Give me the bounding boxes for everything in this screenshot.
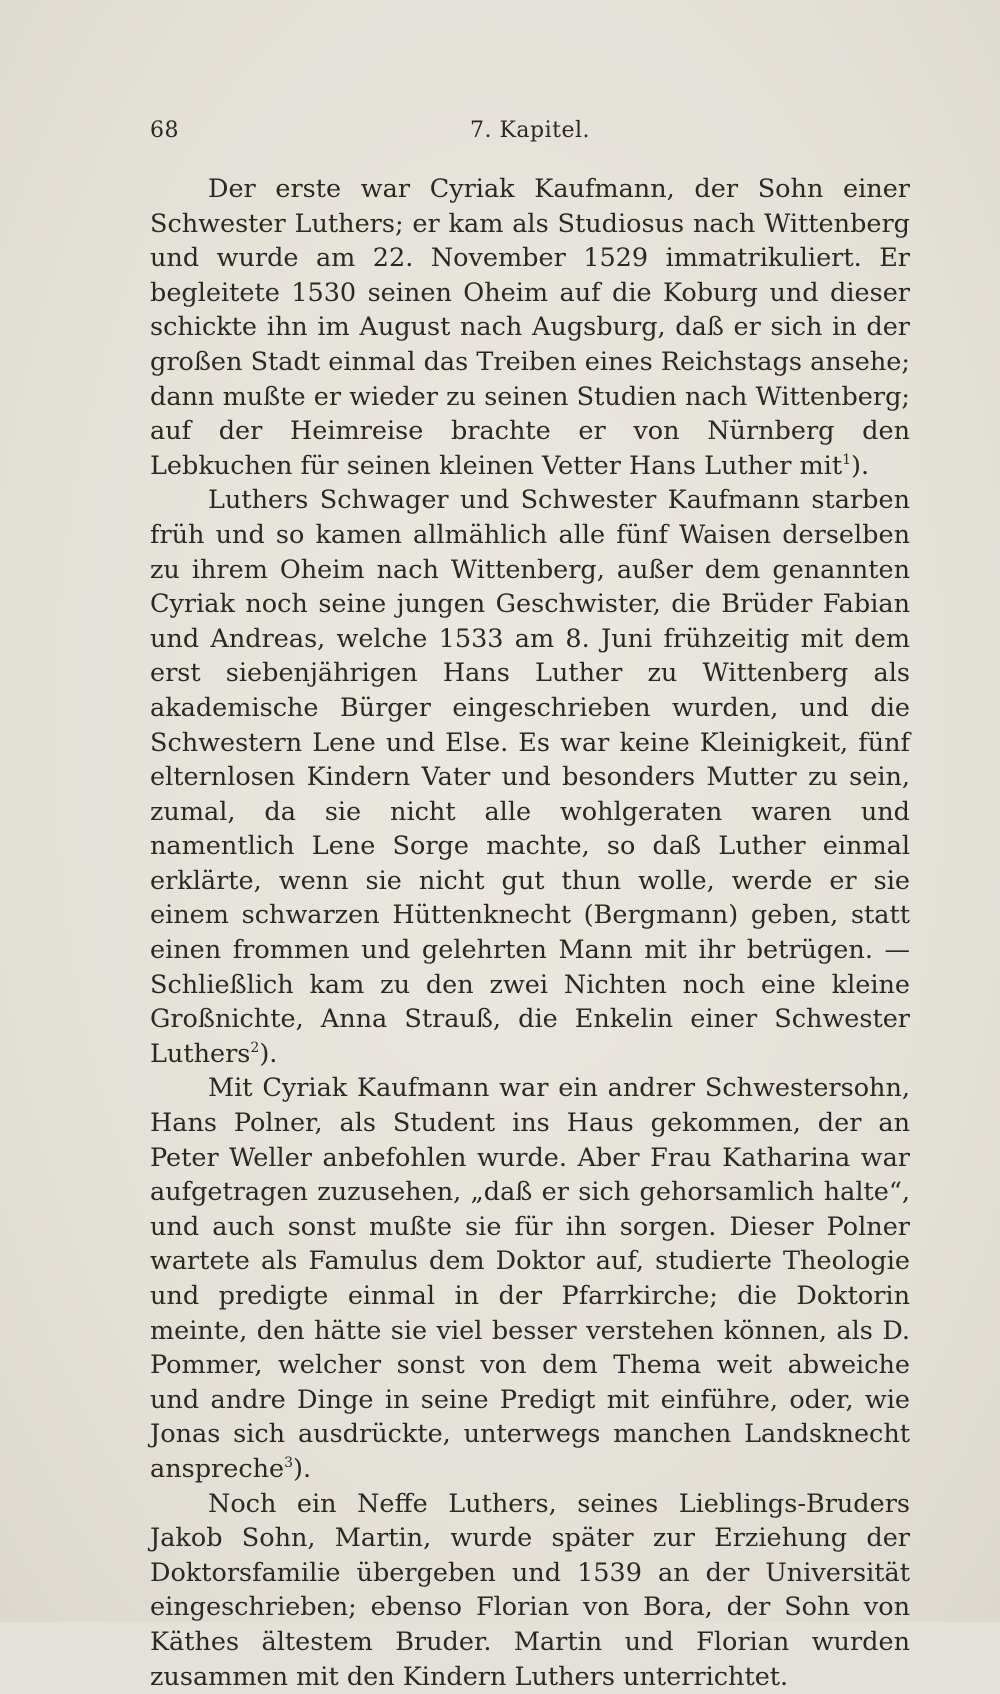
paragraph-end: ). <box>259 1038 278 1069</box>
page-number: 68 <box>150 118 179 143</box>
paragraph-end: ). <box>851 450 870 481</box>
paragraph-text: Noch ein Neffe Luthers, seines Lieblings-Bruders Jakob Sohn, Martin, wurde später zur Erziehung der Doktorsfamilie übergeben und 1539 an der Universität eingeschrieben; ebenso Florian von Bora, der Sohn von Käthes ältestem Bruder. Martin und Florian wurden zusammen mit den Kindern Luthers unterrichtet. <box>150 1488 910 1692</box>
paragraph-1 <box>150 172 910 483</box>
paragraph-4 <box>150 1487 910 1694</box>
footnote-marker: 2 <box>250 1039 260 1056</box>
paragraph-2 <box>150 483 910 1071</box>
running-title: 7. Kapitel. <box>469 118 591 143</box>
paragraph-text: Mit Cyriak Kaufmann war ein andrer Schwestersohn, Hans Polner, als Student ins Haus gekommen, der an Peter Weller anbefohlen wurde. Aber Frau Katharina war aufgetragen zuzusehen, „daß er sich gehorsamlich halte“, und auch sonst mußte sie für ihn sorgen. Dieser Polner wartete als Famulus dem Doktor auf, studierte Theologie und predigte einmal in der Pfarrkirche; die Doktorin meinte, den hätte sie viel besser verstehen können, als D. Pommer, welcher sonst von dem Thema weit abweiche und andre Dinge in seine Predigt mit einführe, oder, wie Jonas sich ausdrückte, unterwegs manchen Landsknecht anspreche <box>150 1073 910 1484</box>
footnote-marker: 3 <box>284 1454 294 1471</box>
paragraph-3 <box>150 1071 910 1486</box>
page-header <box>150 118 910 152</box>
body-text <box>150 172 910 1694</box>
paragraph-text: Der erste war Cyriak Kaufmann, der Sohn einer Schwester Luthers; er kam als Studiosus nach Wittenberg und wurde am 22. November 1529 immatrikuliert. Er begleitete 1530 seinen Oheim auf die Koburg und dieser schickte ihn im August nach Augsburg, daß er sich in der großen Stadt einmal das Treiben eines Reichstags ansehe; dann mußte er wieder zu seinen Studien nach Wittenberg; auf der Heimreise brachte er von Nürnberg den Lebkuchen für seinen kleinen Vetter Hans Luther mit <box>150 174 910 481</box>
footnote-marker: 1 <box>842 451 851 468</box>
paragraph-end: ). <box>293 1453 312 1484</box>
paragraph-text: Luthers Schwager und Schwester Kaufmann starben früh und so kamen allmählich alle fünf Waisen derselben zu ihrem Oheim nach Wittenberg, außer dem genannten Cyriak noch seine jungen Geschwister, die Brüder Fabian und Andreas, welche 1533 am 8. Juni frühzeitig mit dem erst siebenjährigen Hans Luther zu Wittenberg als akademische Bürger eingeschrieben wurden, und die Schwestern Lene und Else. Es war keine Kleinigkeit, fünf elternlosen Kindern Vater und besonders Mutter zu sein, zumal, da sie nicht alle wohlgeraten waren und namentlich Lene Sorge machte, so daß Luther einmal erklärte, wenn sie nicht gut thun wolle, werde er sie einem schwarzen Hüttenknecht (Bergmann) geben, statt einen frommen und gelehrten Mann mit ihr betrügen. — Schließlich kam zu den zwei Nichten noch eine kleine Großnichte, Anna Strauß, die Enkelin einer Schwester Luthers <box>150 485 910 1069</box>
